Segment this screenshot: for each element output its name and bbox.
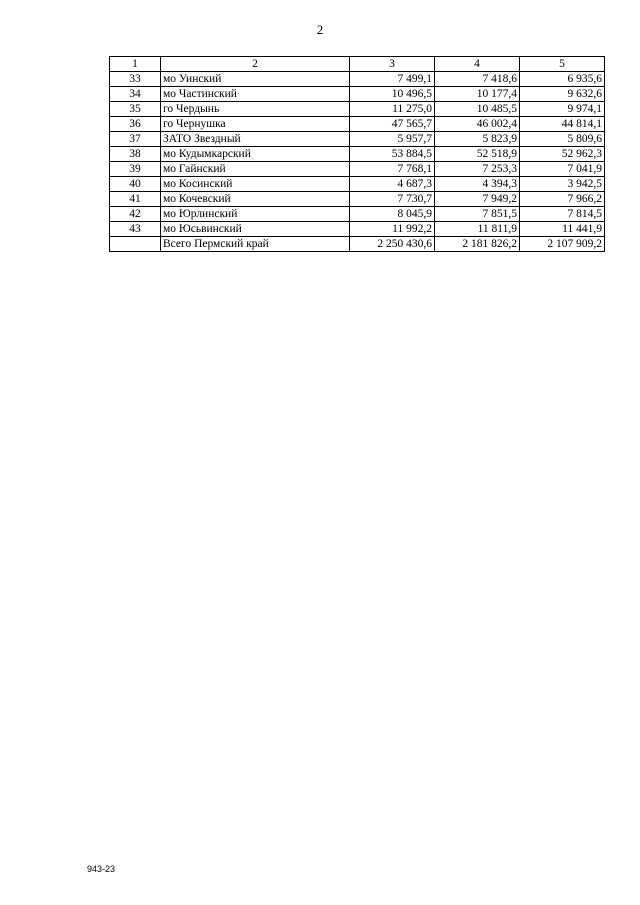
value-col-4: 46 002,4 (435, 117, 520, 132)
table-body (110, 72, 605, 252)
table-row (110, 102, 605, 117)
municipality-name: мо Юрлинский (161, 207, 350, 222)
value-col-5: 3 942,5 (520, 177, 605, 192)
value-col-5: 11 441,9 (520, 222, 605, 237)
value-col-3: 7 768,1 (350, 162, 435, 177)
row-number: 41 (110, 192, 161, 207)
total-label: Всего Пермский край (161, 237, 350, 252)
value-col-4: 5 823,9 (435, 132, 520, 147)
value-col-4: 7 253,3 (435, 162, 520, 177)
value-col-3: 11 275,0 (350, 102, 435, 117)
header-col-1: 1 (110, 57, 161, 72)
value-col-5: 9 974,1 (520, 102, 605, 117)
total-row-number (110, 237, 161, 252)
data-table (109, 56, 605, 252)
footer-document-code: 943-23 (87, 864, 116, 874)
value-col-3: 7 499,1 (350, 72, 435, 87)
row-number: 33 (110, 72, 161, 87)
municipality-name: го Чернушка (161, 117, 350, 132)
value-col-3: 7 730,7 (350, 192, 435, 207)
row-number: 36 (110, 117, 161, 132)
header-col-3: 3 (350, 57, 435, 72)
table-row (110, 117, 605, 132)
value-col-4: 4 394,3 (435, 177, 520, 192)
table-row (110, 207, 605, 222)
row-number: 38 (110, 147, 161, 162)
row-number: 42 (110, 207, 161, 222)
table-row (110, 72, 605, 87)
table-row (110, 162, 605, 177)
row-number: 37 (110, 132, 161, 147)
value-col-5: 9 632,6 (520, 87, 605, 102)
table-total-row (110, 237, 605, 252)
value-col-4: 10 485,5 (435, 102, 520, 117)
table-row (110, 132, 605, 147)
value-col-4: 7 418,6 (435, 72, 520, 87)
municipality-name: мо Гайнский (161, 162, 350, 177)
value-col-5: 44 814,1 (520, 117, 605, 132)
value-col-4: 7 851,5 (435, 207, 520, 222)
municipality-name: го Чердынь (161, 102, 350, 117)
municipality-name: мо Уинский (161, 72, 350, 87)
table-row (110, 192, 605, 207)
municipality-name: ЗАТО Звездный (161, 132, 350, 147)
page-number: 2 (316, 22, 324, 37)
total-col-5: 2 107 909,2 (520, 237, 605, 252)
value-col-3: 5 957,7 (350, 132, 435, 147)
value-col-5: 7 041,9 (520, 162, 605, 177)
value-col-3: 4 687,3 (350, 177, 435, 192)
value-col-4: 7 949,2 (435, 192, 520, 207)
table-header-row (110, 57, 605, 72)
value-col-5: 52 962,3 (520, 147, 605, 162)
municipality-name: мо Кудымкарский (161, 147, 350, 162)
municipality-name: мо Юсьвинский (161, 222, 350, 237)
row-number: 35 (110, 102, 161, 117)
value-col-3: 47 565,7 (350, 117, 435, 132)
table-row (110, 177, 605, 192)
row-number: 39 (110, 162, 161, 177)
total-col-3: 2 250 430,6 (350, 237, 435, 252)
value-col-5: 6 935,6 (520, 72, 605, 87)
table-row (110, 147, 605, 162)
value-col-3: 8 045,9 (350, 207, 435, 222)
municipality-name: мо Косинский (161, 177, 350, 192)
row-number: 43 (110, 222, 161, 237)
row-number: 34 (110, 87, 161, 102)
header-col-5: 5 (520, 57, 605, 72)
municipality-name: мо Кочевский (161, 192, 350, 207)
value-col-3: 10 496,5 (350, 87, 435, 102)
total-col-4: 2 181 826,2 (435, 237, 520, 252)
value-col-4: 52 518,9 (435, 147, 520, 162)
row-number: 40 (110, 177, 161, 192)
value-col-5: 7 966,2 (520, 192, 605, 207)
value-col-5: 7 814,5 (520, 207, 605, 222)
value-col-4: 11 811,9 (435, 222, 520, 237)
value-col-5: 5 809,6 (520, 132, 605, 147)
table-row (110, 87, 605, 102)
header-col-4: 4 (435, 57, 520, 72)
municipality-name: мо Частинский (161, 87, 350, 102)
header-col-2: 2 (161, 57, 350, 72)
value-col-3: 53 884,5 (350, 147, 435, 162)
value-col-3: 11 992,2 (350, 222, 435, 237)
table-row (110, 222, 605, 237)
value-col-4: 10 177,4 (435, 87, 520, 102)
